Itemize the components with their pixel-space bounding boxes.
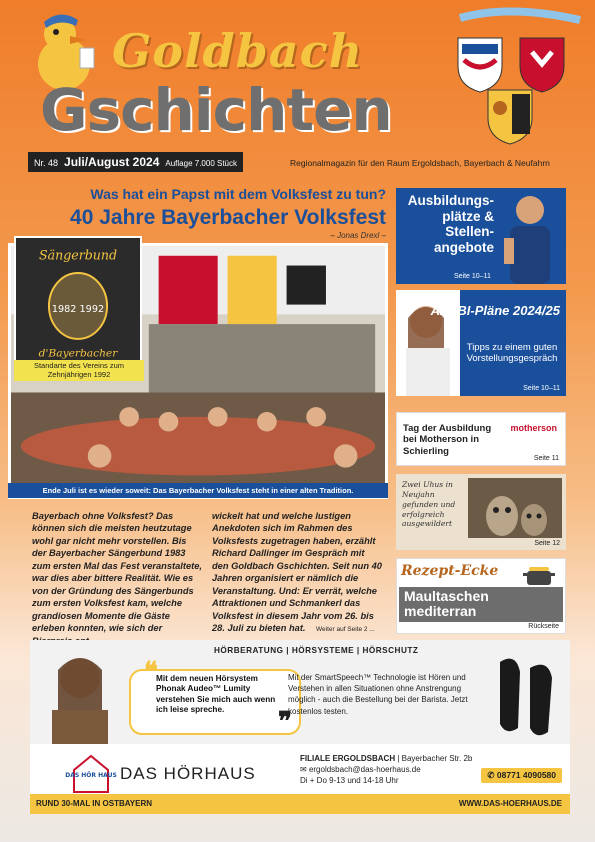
teaser-ausbildung[interactable]	[396, 188, 566, 284]
issue-date: Juli/August 2024	[64, 155, 160, 169]
banner-text-top: Sängerbund	[38, 247, 118, 263]
issue-number: Nr. 48	[34, 158, 59, 168]
teaser-azubi[interactable]	[396, 290, 566, 396]
motherson-logo: motherson	[510, 423, 557, 433]
branch-email[interactable]: ergoldsbach@das-hoerhaus.de	[308, 764, 421, 774]
recipe-kicker: Rezept-Ecke	[401, 563, 499, 579]
teaser-title: AZUBI-Pläne 2024/25	[430, 303, 560, 318]
hoerhaus-advertisement[interactable]	[30, 640, 570, 814]
headline-title: 40 Jahre Bayerbacher Volksfest	[70, 206, 386, 229]
quote-close-icon: ❞	[278, 706, 292, 736]
teaser-description: Tipps zu einem guten Vorstellungsgespräch	[466, 342, 558, 365]
teaser-title: Ausbildungs-plätze & Stellen-angebote	[407, 193, 494, 255]
masthead	[0, 0, 595, 160]
masthead-title-bottom: Gschichten	[40, 76, 392, 144]
phone-badge[interactable]	[481, 768, 562, 783]
teaser-rezept[interactable]	[396, 558, 566, 634]
issue-info-bar	[28, 152, 243, 172]
phone-icon: ✆	[487, 770, 495, 780]
quote-open-icon: ❝	[144, 656, 158, 686]
branch-info	[300, 754, 472, 786]
saengerbund-banner	[14, 236, 142, 374]
owl-photo-icon	[468, 478, 562, 538]
banner-text-bottom: d'Bayerbacher	[38, 346, 118, 360]
teaser-motherson[interactable]	[396, 412, 566, 466]
barista-photo-icon	[36, 644, 126, 744]
ad-body-text: Mit der SmartSpeech™ Technologie ist Hören und Verstehen in allen Situationen ohne Anstrengung möglich - auch die Bestellung bei der Barista. Jetzt kostenlos testen.	[288, 673, 468, 716]
coat-of-arms-icon	[440, 10, 590, 150]
teaser-page: Seite 12	[534, 540, 560, 547]
teaser-page: Seite 10–11	[523, 385, 560, 392]
ad-footer-url[interactable]: WWW.DAS-HOERHAUS.DE	[458, 799, 562, 808]
recipe-title: Maultaschen mediterran	[399, 587, 563, 622]
branch-name: FILIALE ERGOLDSBACH	[300, 754, 396, 763]
article-column-1: Bayerbach ohne Volksfest? Das können sich die meisten heutzutage wohl gar nicht mehr vorstellen. Bis der Bayerbacher Sängerbund 1983 zum ersten Mal das Fest veranstaltete, war dies aber bittere Realität. Wie es von der Gründung des Sängerbunds zum ersten Volksfest kam, welche grandiosen Momente die Gäste erleben konnten, wie sich der	[32, 511, 202, 634]
mail-icon: ✉	[300, 764, 307, 774]
ad-services: HÖRBERATUNG | HÖRSYSTEME | HÖRSCHUTZ	[214, 646, 419, 655]
teaser-page: Seite 10–11	[454, 273, 491, 280]
teaser-title: Tag der Ausbildung bei Motherson in Schierling	[403, 423, 492, 457]
banner-image	[16, 238, 140, 372]
ad-top-section	[30, 640, 570, 744]
teaser-title: Zwei Uhus in Neujahn gefunden und erfolgreich ausgewildert	[402, 480, 456, 529]
worker-photo-icon	[494, 188, 564, 284]
teaser-page: Rückseite	[528, 623, 559, 630]
phone-number: 08771 4090580	[496, 770, 556, 780]
cover-headline-block	[56, 186, 386, 240]
cooking-pot-icon	[521, 563, 557, 587]
teaser-page: Seite 11	[533, 455, 559, 462]
ad-footer	[30, 794, 570, 814]
opening-hours: Di + Do 9-13 und 14-18 Uhr	[300, 775, 399, 785]
article-column-2: wickelt hat und welche lustigen Anekdoten sich im Rahmen des Volksfests zugetragen haben, erzählt Richard Dallinger im Gespräch mit den Goldbach Gschichten. Seit nun 40 Jahren organisiert er nämlich die Veranstaltung. Und: Er verrät, welche Attraktionen und Schmankerl das Volksfest in diesem Jahr vom 26. bis 28. Juli zu bieten hat.	[212, 511, 382, 634]
ad-contact-section	[30, 744, 570, 796]
tagline: Regionalmagazin für den Raum Ergoldsbach, Bayerbach & Neufahrn	[290, 158, 550, 168]
headline-author: – Jonas Drexl –	[330, 231, 386, 240]
logo-text: DAS HÖR HAUS	[65, 772, 117, 779]
brand-name: DAS HÖRHAUS	[120, 764, 256, 783]
headline-question: Was hat ein Papst mit dem Volksfest zu tun?	[90, 186, 386, 202]
teaser-uhus[interactable]	[396, 474, 566, 550]
banner-caption: Standarte des Vereins zum Zehnjährigen 1992	[14, 360, 144, 381]
continue-link[interactable]: Weiter auf Seite 2 ...	[316, 626, 375, 633]
photo-caption: Ende Juli ist es wieder soweit: Das Bayerbacher Volksfest steht in einer alten Tradition.	[8, 483, 388, 498]
branch-address: | Bayerbacher Str. 2b	[397, 754, 473, 763]
ad-quote: Mit dem neuen Hörsystem Phonak Audeo™ Lumity verstehen Sie mich auch wenn ich leise spreche.	[156, 674, 276, 714]
ad-footer-left: RUND 30-MAL IN OSTBAYERN	[36, 799, 153, 808]
masthead-title-top: Goldbach	[112, 24, 364, 78]
banner-years: 1982 1992	[51, 303, 105, 315]
circulation: Auflage 7.000 Stück	[165, 159, 237, 168]
hoerhaus-logo-icon	[65, 754, 117, 794]
hearing-aid-icon	[486, 652, 564, 738]
